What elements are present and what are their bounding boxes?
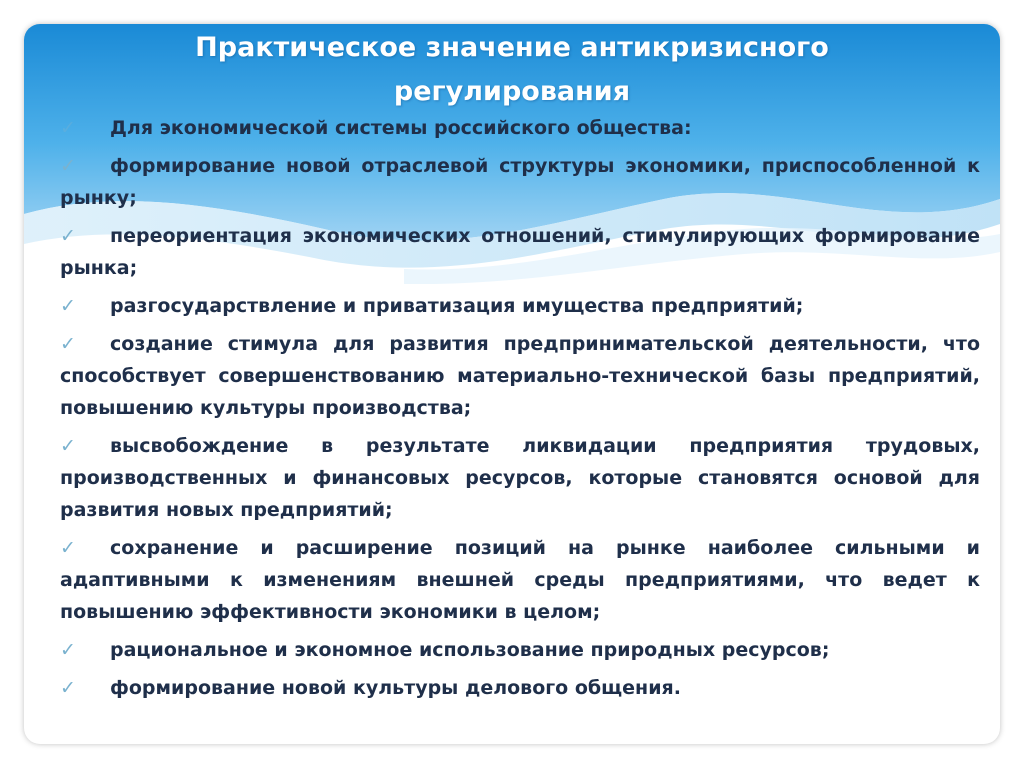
check-icon: ✓: [60, 333, 76, 355]
check-icon: ✓: [60, 537, 76, 559]
bullet-list: [60, 112, 980, 710]
list-item: [60, 290, 980, 322]
list-item: [60, 634, 980, 666]
list-intro: [60, 112, 980, 144]
list-item-text: высвобождение в результате ликвидации предприятия трудовых, производственных и финансовых ресурсов, которые становятся основой для развития новых предприятий;: [60, 435, 980, 521]
intro-text: Для экономической системы российского общества:: [110, 117, 692, 139]
list-item: [60, 220, 980, 284]
check-icon: ✓: [60, 117, 76, 139]
list-item-text: сохранение и расширение позиций на рынке наиболее сильными и адаптивными к изменениям внешней среды предприятиями, что ведет к повышению эффективности экономики в целом;: [60, 537, 980, 623]
list-item: [60, 430, 980, 526]
list-item: [60, 150, 980, 214]
list-item-text: разгосударствление и приватизация имущества предприятий;: [110, 295, 804, 317]
check-icon: ✓: [60, 225, 76, 247]
list-item-text: формирование новой культуры делового общения.: [110, 677, 681, 699]
check-icon: ✓: [60, 295, 76, 317]
list-item-text: создание стимула для развития предпринимательской деятельности, что способствует совершенствованию материально-технической базы предприятий, повышению культуры производства;: [60, 333, 980, 419]
list-item-text: рациональное и экономное использование природных ресурсов;: [110, 639, 830, 661]
check-icon: ✓: [60, 639, 76, 661]
list-item: [60, 672, 980, 704]
check-icon: ✓: [60, 155, 76, 177]
slide-title: [24, 26, 1000, 114]
check-icon: ✓: [60, 677, 76, 699]
list-item: [60, 328, 980, 424]
check-icon: ✓: [60, 435, 76, 457]
slide: [24, 24, 1000, 744]
list-item-text: переориентация экономических отношений, стимулирующих формирование рынка;: [60, 225, 980, 279]
title-line-2: регулирования: [393, 76, 631, 107]
title-line-1: Практическое значение антикризисного: [195, 32, 829, 63]
list-item: [60, 532, 980, 628]
list-item-text: формирование новой отраслевой структуры экономики, приспособленной к рынку;: [60, 155, 980, 209]
